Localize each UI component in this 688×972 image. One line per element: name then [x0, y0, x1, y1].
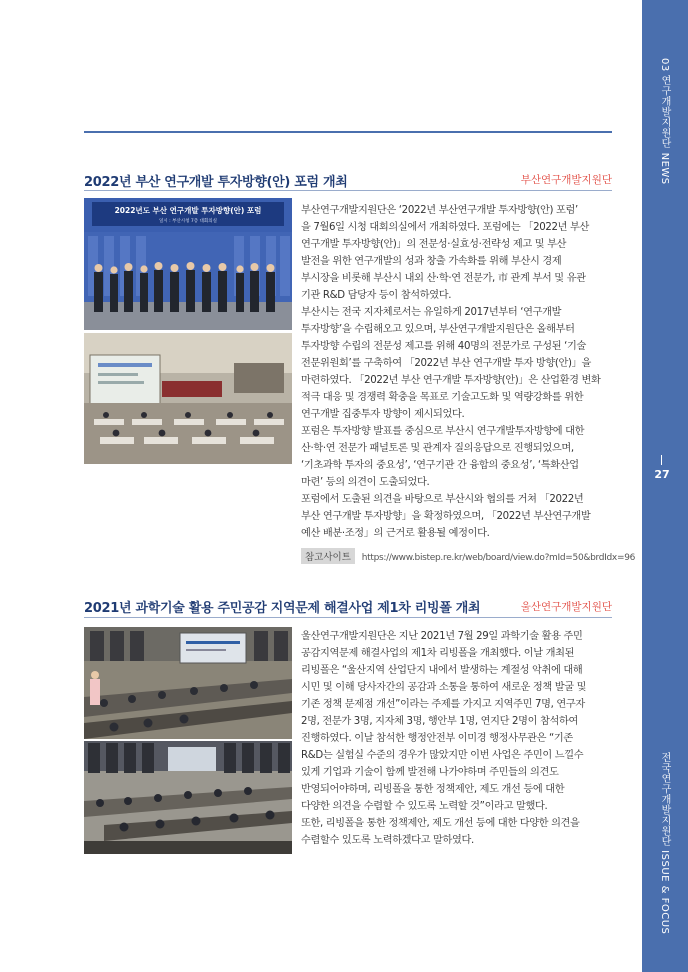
page-number: 27 [654, 468, 670, 481]
article1-line: 연구개발 집중투자 방향이 제시되었다. [301, 409, 465, 420]
article2-line: 기존 정책 문제점 개선”이라는 주제를 가지고 지역주민 7명, 연구자 [301, 699, 585, 710]
article2-line: 진행하였다. 이날 참석한 행정안전부 이미경 행정사무관은 “기존 [301, 733, 573, 744]
article1-line: 부시장을 비롯해 부산시 내외 산·학·연 전문가, 市 관계 부서 및 유관 [301, 273, 586, 284]
article1-line: 포럼은 투자방향 발표를 중심으로 부산시 연구개발투자방향에 대한 [301, 426, 585, 437]
article1-line: 마련하였다. 「2022년 부산 연구개발 투자방향(안)」은 산업환경 변화 [301, 375, 601, 386]
article1-line: 연구개발 투자방향(안)」의 전문성·실효성·전략성 제고 및 부산 [301, 239, 567, 250]
article2-rule [84, 617, 612, 618]
livingpoll-meeting-photo-2 [84, 741, 292, 854]
article1-line: 마련’ 등의 의견이 도출되었다. [301, 477, 430, 488]
article2-line: 2명, 전문가 3명, 지자체 3명, 행안부 1명, 연지단 2명이 참석하여 [301, 716, 579, 727]
article2-line: 울산연구개발지원단은 지난 2021년 7월 29일 과학기술 활용 주민 [301, 631, 583, 642]
article1-line: ‘기초과학 투자의 중요성’, ‘연구기관 간 융합의 중요성’, ‘특화산업 [301, 460, 579, 471]
page-number-divider [661, 455, 662, 465]
article2-line: 시민 및 이해 당사자간의 공감과 소통을 통하여 새로운 정책 발굴 및 [301, 682, 587, 693]
article1-line: 부산 연구개발 투자방향」을 확정하였으며, 「2022년 부산연구개발 [301, 511, 591, 522]
article1-line: 발전을 위한 연구개발의 성과 창출 가속화를 위해 부산시 경제 [301, 256, 562, 267]
article1-line: 포럼에서 도출된 의견을 바탕으로 부산시와 협의를 거쳐 「2022년 [301, 494, 584, 505]
article2-line: 다양한 의견을 수렴할 수 있도록 노력할 것”이라고 말했다. [301, 801, 548, 812]
article1-line: 적극 대응 및 경쟁력 확충을 목표로 기술고도화 및 역량강화를 위한 [301, 392, 584, 403]
article1-title: 2022년 부산 연구개발 투자방향(안) 포럼 개최 [84, 175, 348, 190]
article2-title: 2021년 과학기술 활용 주민공감 지역문제 해결사업 제1차 리빙폴 개최 [84, 601, 481, 616]
article1-line: 투자방향 수립의 전문성 제고를 위해 40명의 전문가로 구성된 ‘기술 [301, 341, 587, 352]
article1-line: 산·학·연 전문가 패널토론 및 관계자 질의응답으로 진행되었으며, [301, 443, 574, 454]
article1-line: 기관 R&D 담당자 등이 참석하였다. [301, 290, 452, 301]
article1-line: 전문위원회’를 구축하여 「2022년 부산 연구개발 투자 방향(안)」을 [301, 358, 591, 369]
livingpoll-meeting-photo-1 [84, 627, 292, 739]
article1-rule [84, 190, 612, 191]
forum-hall-photo [84, 333, 292, 464]
article2-body [301, 628, 612, 849]
article2-line: 수렴할수 있도록 노력하겠다고 말하였다. [301, 835, 474, 846]
reference-label: 참고사이트 [301, 548, 355, 564]
side-section-label: 03 연구개발지원단 NEWS [659, 58, 670, 185]
article1-line: 예산 배분·조정」의 근거로 활용될 예정이다. [301, 528, 490, 539]
article2-line: 또한, 리빙폴을 통한 정책제안, 제도 개선 등에 대한 다양한 의견을 [301, 818, 580, 829]
reference-row [301, 548, 635, 564]
article2-line: 공감지역문제 해결사업의 제1차 리빙폴을 개최했다. 이날 개최된 [301, 648, 575, 659]
banner-subtext: 일시 : 부산시청 7층 대회의실 [159, 219, 217, 224]
article2-tag: 울산연구개발지원단 [520, 601, 612, 613]
article2-line: 있게 기업과 기술이 함께 발전해 나가야하며 주민들의 의견도 [301, 767, 559, 778]
side-publication-label: 전국연구개발지원단 ISSUE & FOCUS [659, 752, 670, 935]
reference-link[interactable]: https://www.bistep.re.kr/web/board/view.do?mId=50&brdIdx=96 [361, 553, 636, 563]
article1-line: 부산연구개발지원단은 ‘2022년 부산연구개발 투자방향(안) 포럼’ [301, 205, 578, 216]
article1-line: 부산시는 전국 지자체로서는 유일하게 2017년부터 ‘연구개발 [301, 307, 562, 318]
forum-group-photo [84, 198, 292, 330]
header-rule [84, 131, 612, 133]
article1-line: 투자방향’을 수립해오고 있으며, 부산연구개발지원단은 올해부터 [301, 324, 575, 335]
banner-text: 2022년도 부산 연구개발 투자방향(안) 포럼 [114, 206, 262, 215]
article1-tag: 부산연구개발지원단 [520, 174, 612, 186]
article2-line: 리빙폴은 “울산지역 산업단지 내에서 발생하는 계절성 악취에 대해 [301, 665, 583, 676]
article1-body [301, 202, 612, 542]
article2-line: 반영되어야하며, 리빙폴을 통한 정책제안, 제도 개선 등에 대한 [301, 784, 565, 795]
article2-line: R&D는 실험실 수준의 경우가 많았지만 이번 사업은 주민이 느낄수 [301, 750, 584, 761]
article1-line: 을 7월6일 시청 대회의실에서 개최하였다. 포럼에는 「2022년 부산 [301, 222, 590, 233]
